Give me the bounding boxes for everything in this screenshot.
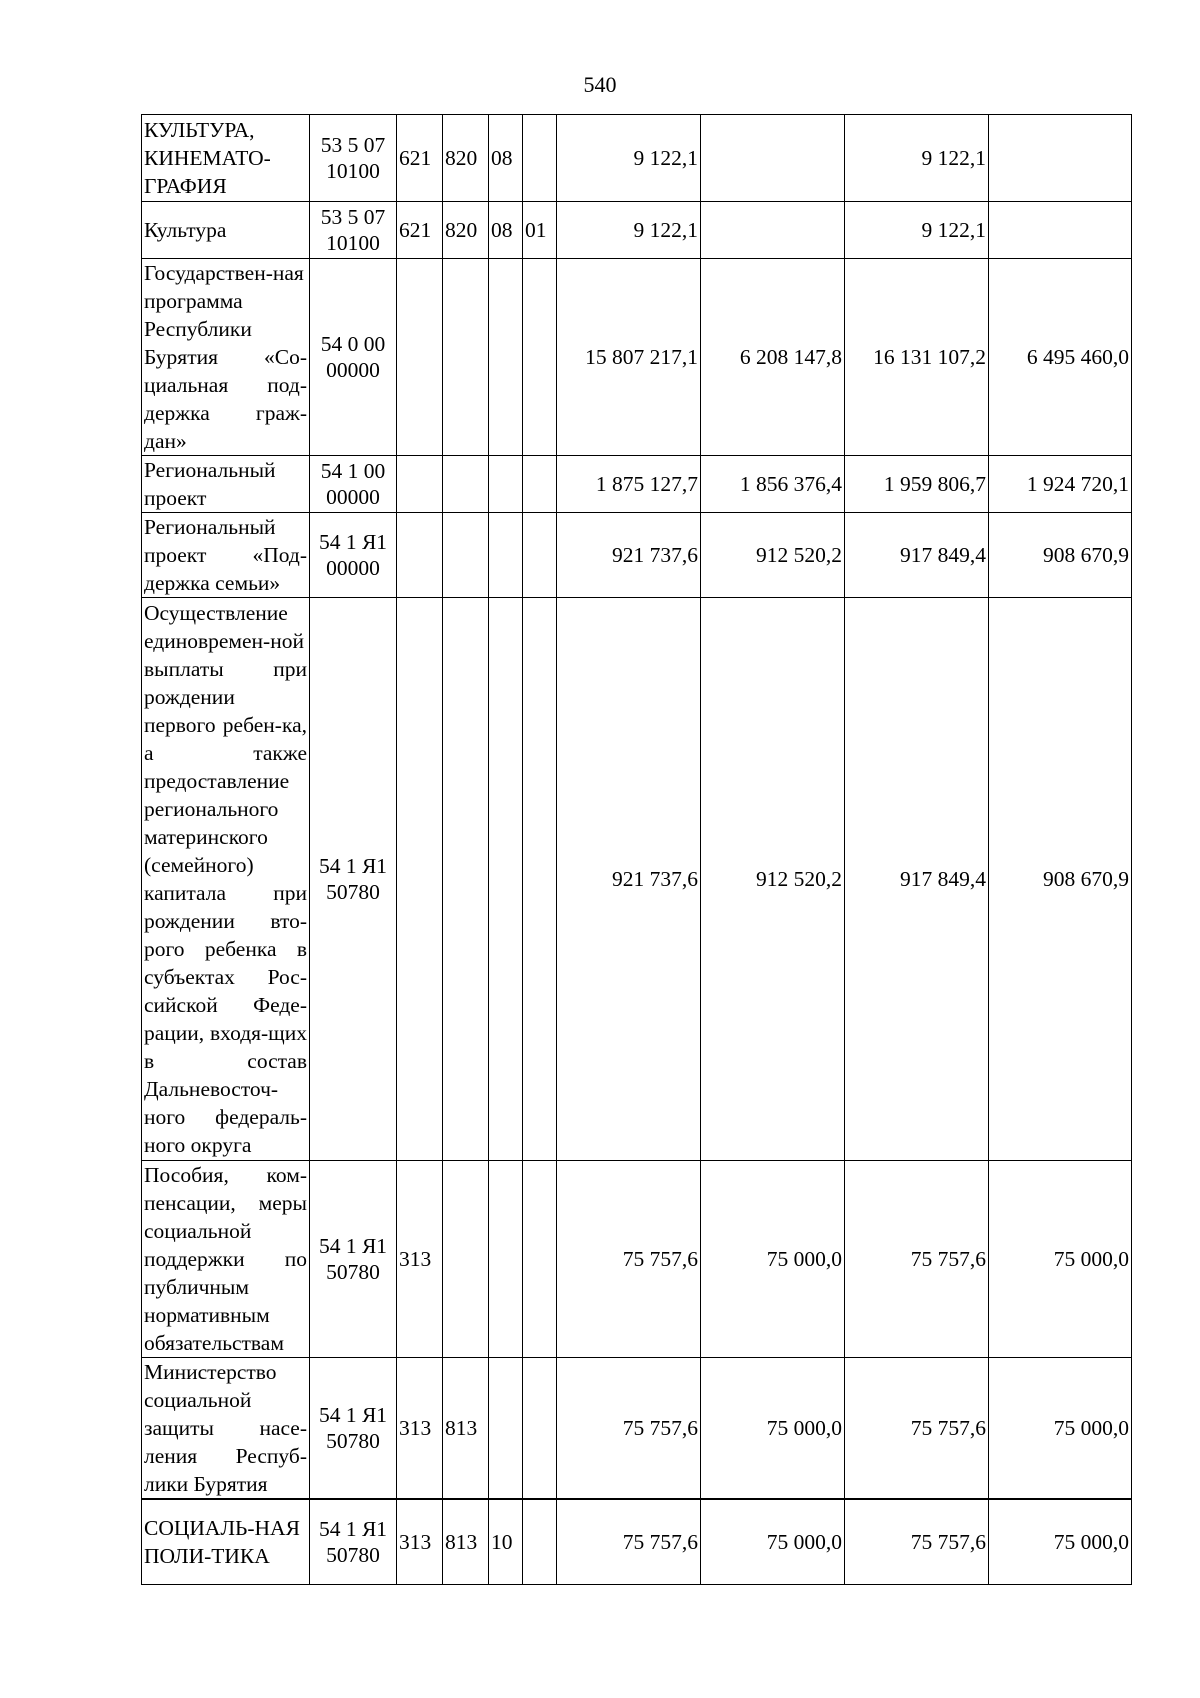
code-part: 54 1 Я1 (318, 1403, 388, 1427)
amount-3: 16 131 107,2 (845, 259, 989, 456)
target-article-code (310, 115, 397, 202)
expense-type-code (397, 513, 443, 598)
amount-2 (701, 115, 845, 202)
code-part: 54 0 00 (320, 332, 386, 356)
code-part: 54 1 Я1 (318, 530, 388, 554)
table-row (142, 259, 1132, 456)
amount-4 (989, 202, 1132, 259)
section-code (489, 1358, 523, 1500)
department-code (443, 259, 489, 456)
amount-2: 6 208 147,8 (701, 259, 845, 456)
target-article-code (310, 513, 397, 598)
section-code (489, 456, 523, 513)
target-article-code (310, 1161, 397, 1358)
section-code (489, 1161, 523, 1358)
amount-4 (989, 115, 1132, 202)
amount-4: 908 670,9 (989, 598, 1132, 1161)
department-code (443, 456, 489, 513)
amount-3: 9 122,1 (845, 202, 989, 259)
amount-1: 9 122,1 (557, 115, 701, 202)
subsection-code (523, 513, 557, 598)
code-part: 50780 (326, 1429, 380, 1453)
target-article-code (310, 456, 397, 513)
code-part: 54 1 Я1 (318, 1234, 388, 1258)
section-code (489, 259, 523, 456)
amount-4: 908 670,9 (989, 513, 1132, 598)
amount-3: 1 959 806,7 (845, 456, 989, 513)
amount-3: 75 757,6 (845, 1358, 989, 1500)
row-name: Региональный проект (142, 456, 310, 513)
row-name: КУЛЬТУРА, КИНЕМАТО-ГРАФИЯ (142, 115, 310, 202)
expense-type-code: 313 (397, 1161, 443, 1358)
amount-1: 9 122,1 (557, 202, 701, 259)
amount-4: 75 000,0 (989, 1358, 1132, 1500)
amount-1: 921 737,6 (557, 598, 701, 1161)
amount-2: 75 000,0 (701, 1358, 845, 1500)
subsection-code (523, 456, 557, 513)
row-name: Государствен-ная программа Республики Бурятия «Со-циальная под-держка граж-дан» (142, 259, 310, 456)
amount-1: 75 757,6 (557, 1161, 701, 1358)
section-code: 08 (489, 115, 523, 202)
code-part: 50780 (326, 1543, 380, 1567)
row-name: Осуществление единовремен-ной выплаты при рождении первого ребен-ка, а также предоставление регионального материнского (семейного) капитала при рождении вто-рого ребенка в субъектах Рос-сийской Феде-рации, входя-щих в состав Дальневосточ-ного федераль-ного округа (142, 598, 310, 1161)
subsection-code (523, 598, 557, 1161)
expense-type-code: 313 (397, 1499, 443, 1585)
department-code: 813 (443, 1499, 489, 1585)
code-part: 54 1 Я1 (318, 1517, 388, 1541)
amount-3: 75 757,6 (845, 1499, 989, 1585)
code-part: 00000 (326, 556, 380, 580)
section-code: 10 (489, 1499, 523, 1585)
amount-1: 1 875 127,7 (557, 456, 701, 513)
subsection-code (523, 1161, 557, 1358)
target-article-code (310, 1358, 397, 1500)
amount-2 (701, 202, 845, 259)
table-row (142, 598, 1132, 1161)
table-row (142, 456, 1132, 513)
row-name: Министерство социальной защиты насе-ления Респуб-лики Бурятия (142, 1358, 310, 1500)
expense-type-code (397, 598, 443, 1161)
department-code: 820 (443, 115, 489, 202)
expense-type-code: 313 (397, 1358, 443, 1500)
amount-4: 1 924 720,1 (989, 456, 1132, 513)
subsection-code (523, 115, 557, 202)
table-row (142, 115, 1132, 202)
target-article-code (310, 598, 397, 1161)
subsection-code: 01 (523, 202, 557, 259)
amount-3: 917 849,4 (845, 513, 989, 598)
code-part: 54 1 Я1 (318, 854, 388, 878)
expense-type-code (397, 456, 443, 513)
code-part: 00000 (326, 358, 380, 382)
section-code (489, 513, 523, 598)
amount-2: 75 000,0 (701, 1499, 845, 1585)
page-number: 540 (583, 72, 617, 97)
code-part: 53 5 07 (320, 133, 386, 157)
department-code: 820 (443, 202, 489, 259)
table-row (142, 202, 1132, 259)
table-row (142, 513, 1132, 598)
expense-type-code: 621 (397, 202, 443, 259)
row-name: Пособия, ком-пенсации, меры социальной поддержки по публичным нормативным обязательствам (142, 1161, 310, 1358)
department-code: 813 (443, 1358, 489, 1500)
target-article-code (310, 1499, 397, 1585)
subsection-code (523, 1499, 557, 1585)
department-code (443, 513, 489, 598)
amount-2: 912 520,2 (701, 598, 845, 1161)
target-article-code (310, 259, 397, 456)
amount-4: 75 000,0 (989, 1161, 1132, 1358)
amount-2: 75 000,0 (701, 1161, 845, 1358)
amount-2: 912 520,2 (701, 513, 845, 598)
code-part: 50780 (326, 1260, 380, 1284)
department-code (443, 598, 489, 1161)
amount-1: 921 737,6 (557, 513, 701, 598)
amount-3: 917 849,4 (845, 598, 989, 1161)
amount-3: 9 122,1 (845, 115, 989, 202)
section-code (489, 598, 523, 1161)
code-part: 50780 (326, 880, 380, 904)
budget-table (141, 114, 1132, 1585)
row-name: СОЦИАЛЬ-НАЯ ПОЛИ-ТИКА (142, 1499, 310, 1585)
amount-4: 6 495 460,0 (989, 259, 1132, 456)
amount-1: 75 757,6 (557, 1499, 701, 1585)
amount-1: 15 807 217,1 (557, 259, 701, 456)
table-row (142, 1358, 1132, 1500)
amount-1: 75 757,6 (557, 1358, 701, 1500)
amount-4: 75 000,0 (989, 1499, 1132, 1585)
section-code: 08 (489, 202, 523, 259)
subsection-code (523, 1358, 557, 1500)
department-code (443, 1161, 489, 1358)
code-part: 00000 (326, 485, 380, 509)
expense-type-code: 621 (397, 115, 443, 202)
amount-3: 75 757,6 (845, 1161, 989, 1358)
code-part: 10100 (326, 231, 380, 255)
code-part: 10100 (326, 159, 380, 183)
subsection-code (523, 259, 557, 456)
code-part: 53 5 07 (320, 205, 386, 229)
code-part: 54 1 00 (320, 459, 386, 483)
expense-type-code (397, 259, 443, 456)
target-article-code (310, 202, 397, 259)
row-name: Региональный проект «Под-держка семьи» (142, 513, 310, 598)
row-name: Культура (142, 202, 310, 259)
amount-2: 1 856 376,4 (701, 456, 845, 513)
table-row (142, 1499, 1132, 1585)
table-row (142, 1161, 1132, 1358)
